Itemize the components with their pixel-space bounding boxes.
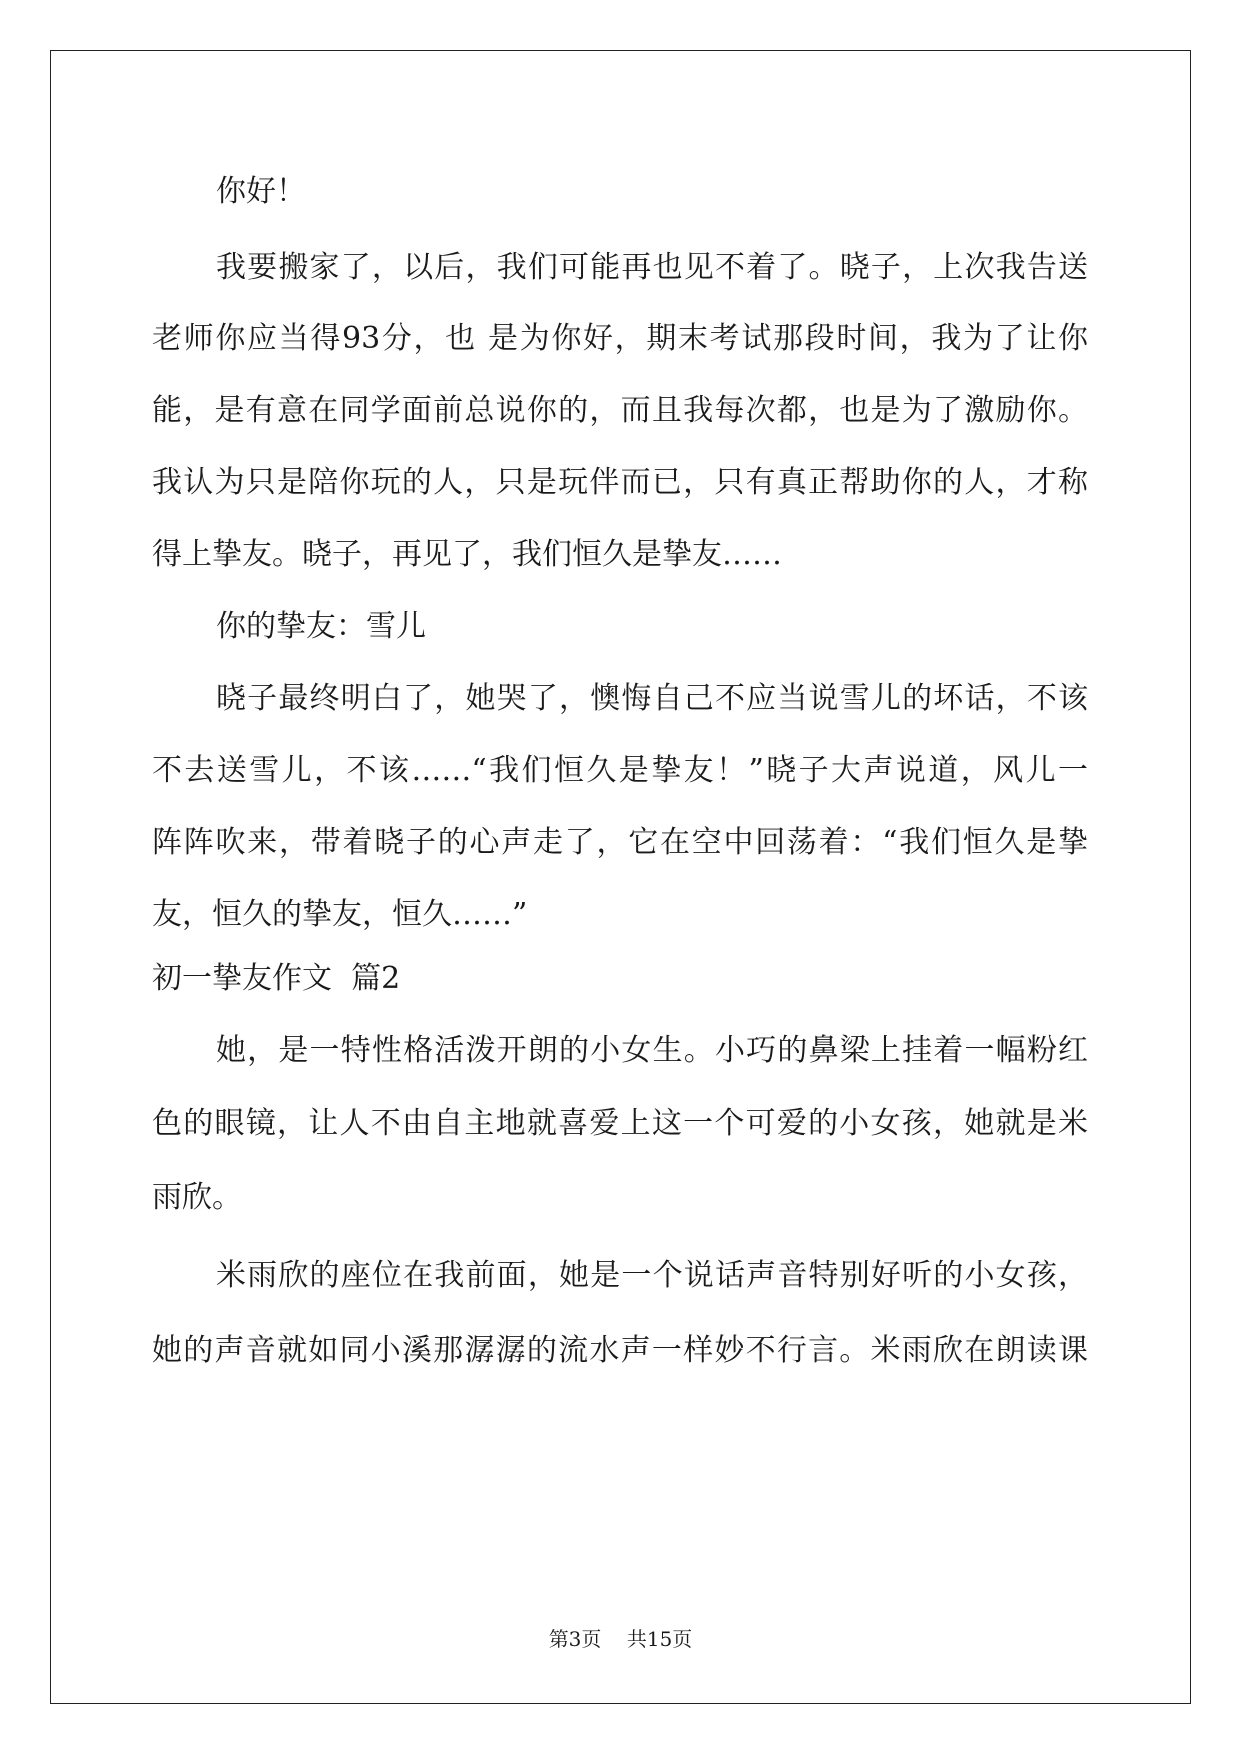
letter-greeting: 你好！ [216,174,306,209]
letter-line-1: 我要搬家了，以后，我们可能再也见不着了。晓子，上次我告送 [216,250,1088,285]
page-number-footer: 第3页 共15页 [548,1627,693,1651]
letter-signature: 你的挚友：雪儿 [216,609,426,644]
story-line-1: 晓子最终明白了，她哭了，懊悔自己不应当说雪儿的坏话，不该 [216,681,1088,716]
para2-line-2: 她的声音就如同小溪那潺潺的流水声一样妙不行言。米雨欣在朗读课 [152,1333,1088,1368]
letter-line-5: 得上挚友。晓子，再见了，我们恒久是挚友…… [152,537,782,572]
para1-line-2: 色的眼镜，让人不由自主地就喜爱上这一个可爱的小女孩，她就是米 [152,1106,1088,1141]
section-heading: 初一挚友作文 篇2 [152,961,401,996]
story-line-2: 不去送雪儿，不该……“我们恒久是挚友！”晓子大声说道，风儿一 [152,753,1088,788]
story-line-4: 友，恒久的挚友，恒久……” [152,897,528,932]
page-border [50,50,1191,1704]
letter-line-4: 我认为只是陪你玩的人，只是玩伴而已，只有真正帮助你的人，才称 [152,465,1088,500]
letter-line-3: 能，是有意在同学面前总说你的，而且我每次都，也是为了激励你。 [152,393,1088,428]
letter-line-2: 老师你应当得93分，也 是为你好，期末考试那段时间，我为了让你 [152,321,1088,356]
para2-line-1: 米雨欣的座位在我前面，她是一个说话声音特别好听的小女孩， [216,1258,1088,1293]
para1-line-1: 她，是一特性格活泼开朗的小女生。小巧的鼻梁上挂着一幅粉红 [216,1033,1088,1068]
para1-line-3: 雨欣。 [152,1180,242,1215]
story-line-3: 阵阵吹来，带着晓子的心声走了，它在空中回荡着：“我们恒久是挚 [152,825,1088,860]
